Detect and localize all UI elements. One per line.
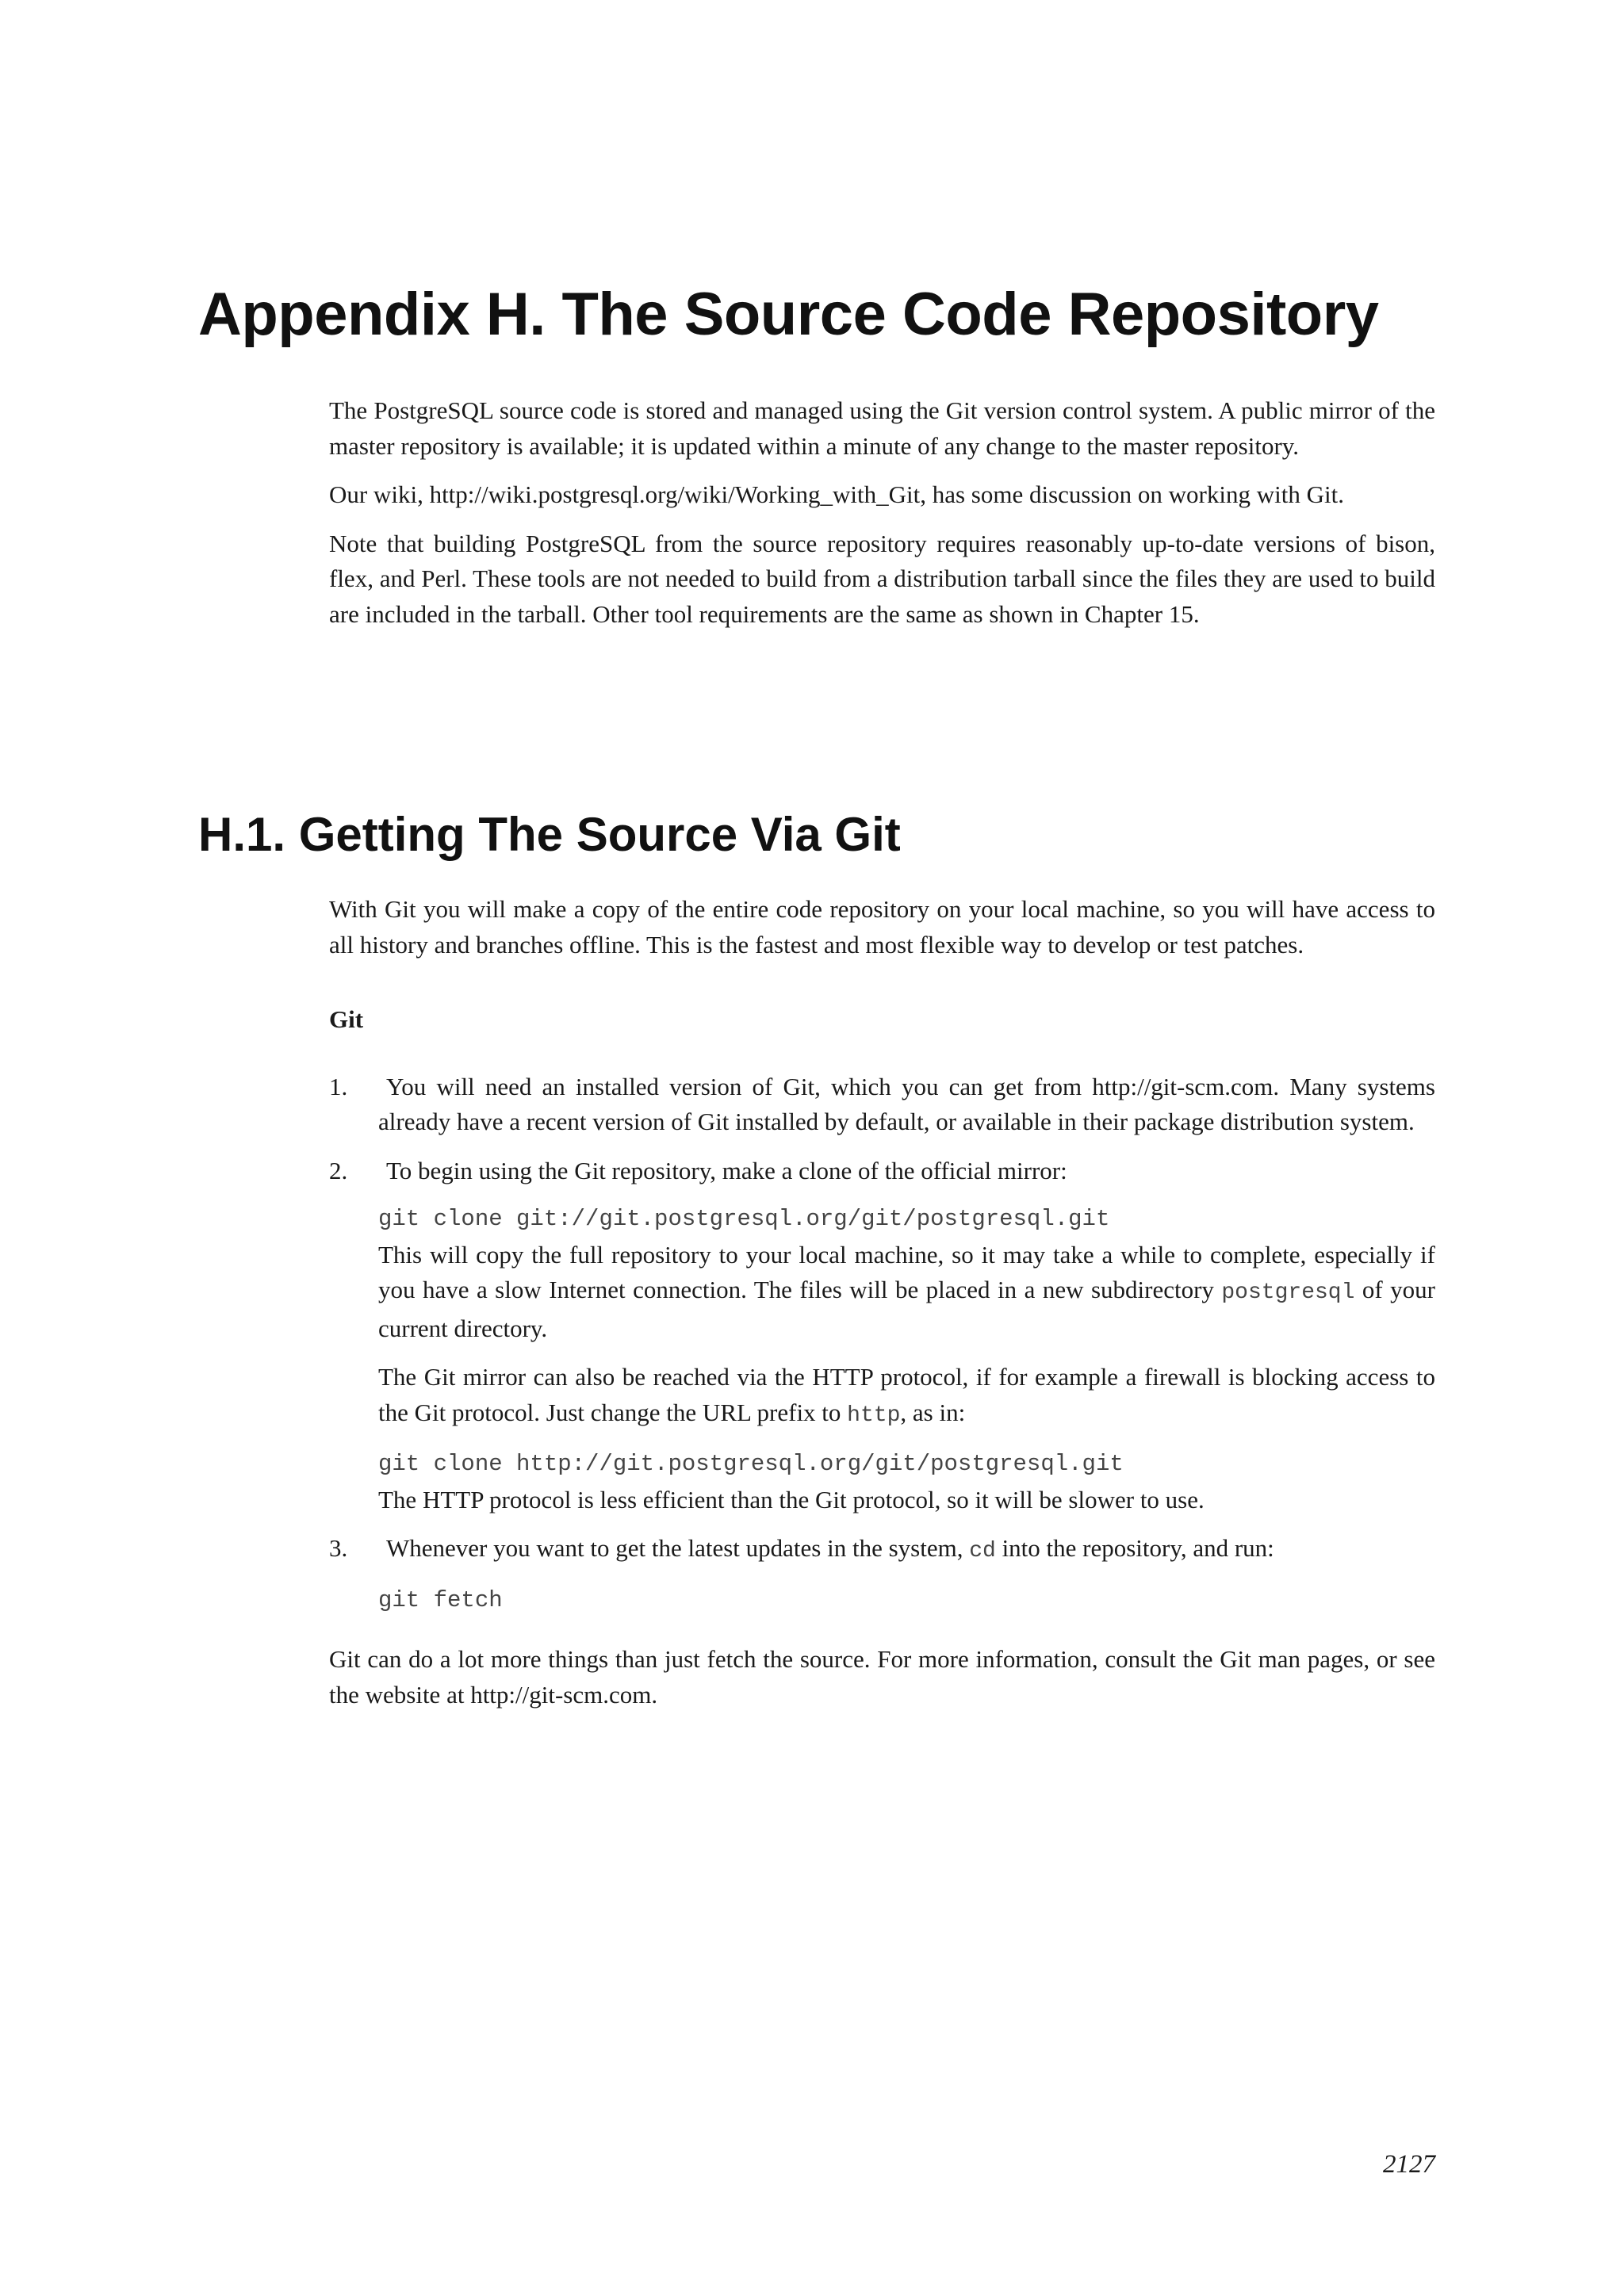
step-text: [378, 1531, 1435, 1570]
step-text: [378, 1154, 1435, 1189]
step-3: [329, 1531, 1435, 1618]
inline-code-cd: cd: [969, 1539, 996, 1563]
section-closing: Git can do a lot more things than just fetch the source. For more information, consult the Git man pages, or see the website at http://git-scm.com.: [329, 1645, 1435, 1709]
procedure-steps: [329, 1070, 1435, 1619]
text-span: This will copy the full repository to your local machine, so it may take a while to complete, especially if you have a slow Internet connection. The files will be placed in a new subdirectory: [378, 1240, 1435, 1303]
text-span: into the repository, and run:: [995, 1534, 1274, 1562]
intro-paragraph-1: The PostgreSQL source code is stored and managed using the Git version control system. A public mirror of the master repository is available; it is updated within a minute of any change to the master repository.: [329, 396, 1435, 460]
code-clone-git: git clone git://git.postgresql.org/git/postgresql.git: [378, 1206, 1110, 1232]
step-number: 2.: [329, 1156, 348, 1184]
step-2-http-note: [378, 1360, 1435, 1433]
step-text-content: To begin using the Git repository, make a clone of the official mirror:: [386, 1156, 1067, 1184]
step-text-content: You will need an installed version of Git, which you can get from http://git-scm.com. Many systems already have a recent version of Git installed by default, or available in their package distribution system.: [378, 1072, 1435, 1135]
text-span: The Git mirror can also be reached via the HTTP protocol, if for example a firewall is blocking access to the Git protocol. Just change the URL prefix to: [378, 1363, 1435, 1426]
step-text: [378, 1070, 1435, 1140]
step-text-content: [378, 1534, 1274, 1562]
step-2: [329, 1154, 1435, 1518]
step-2-explanation: [378, 1238, 1435, 1347]
procedure-title: Git: [329, 1005, 364, 1033]
step-2-http-efficiency: The HTTP protocol is less efficient than the Git protocol, so it will be slower to use.: [378, 1485, 1205, 1513]
section-intro: With Git you will make a copy of the entire code repository on your local machine, so you will have access to all history and branches offline. This is the fastest and most flexible way to develop or test patches.: [329, 895, 1435, 959]
section-title: H.1. Getting The Source Via Git: [198, 808, 901, 861]
code-clone-http: git clone http://git.postgresql.org/git/postgresql.git: [378, 1451, 1124, 1477]
page-number: 2127: [1383, 2150, 1435, 2179]
step-1: [329, 1070, 1435, 1140]
section-body: [329, 892, 1435, 1726]
inline-code-http: http: [847, 1402, 901, 1428]
chapter-intro: [329, 393, 1435, 645]
text-span: Whenever you want to get the latest updates in the system,: [386, 1534, 970, 1562]
chapter-title: Appendix H. The Source Code Repository: [198, 281, 1379, 348]
inline-code-postgresql: postgresql: [1221, 1280, 1355, 1305]
step-number: 1.: [329, 1072, 348, 1100]
step-number: 3.: [329, 1534, 348, 1562]
text-span: of your current directory.: [378, 1276, 1435, 1342]
intro-paragraph-2: Our wiki, http://wiki.postgresql.org/wiki/Working_with_Git, has some discussion on working with Git.: [329, 480, 1344, 508]
code-git-fetch: git fetch: [378, 1586, 503, 1613]
text-span: , as in:: [900, 1398, 966, 1426]
intro-paragraph-3: Note that building PostgreSQL from the source repository requires reasonably up-to-date versions of bison, flex, and Perl. These tools are not needed to build from a distribution tarball since the files they are used to build are included in the tarball. Other tool requirements are the same as shown in Chapter 15.: [329, 529, 1435, 628]
